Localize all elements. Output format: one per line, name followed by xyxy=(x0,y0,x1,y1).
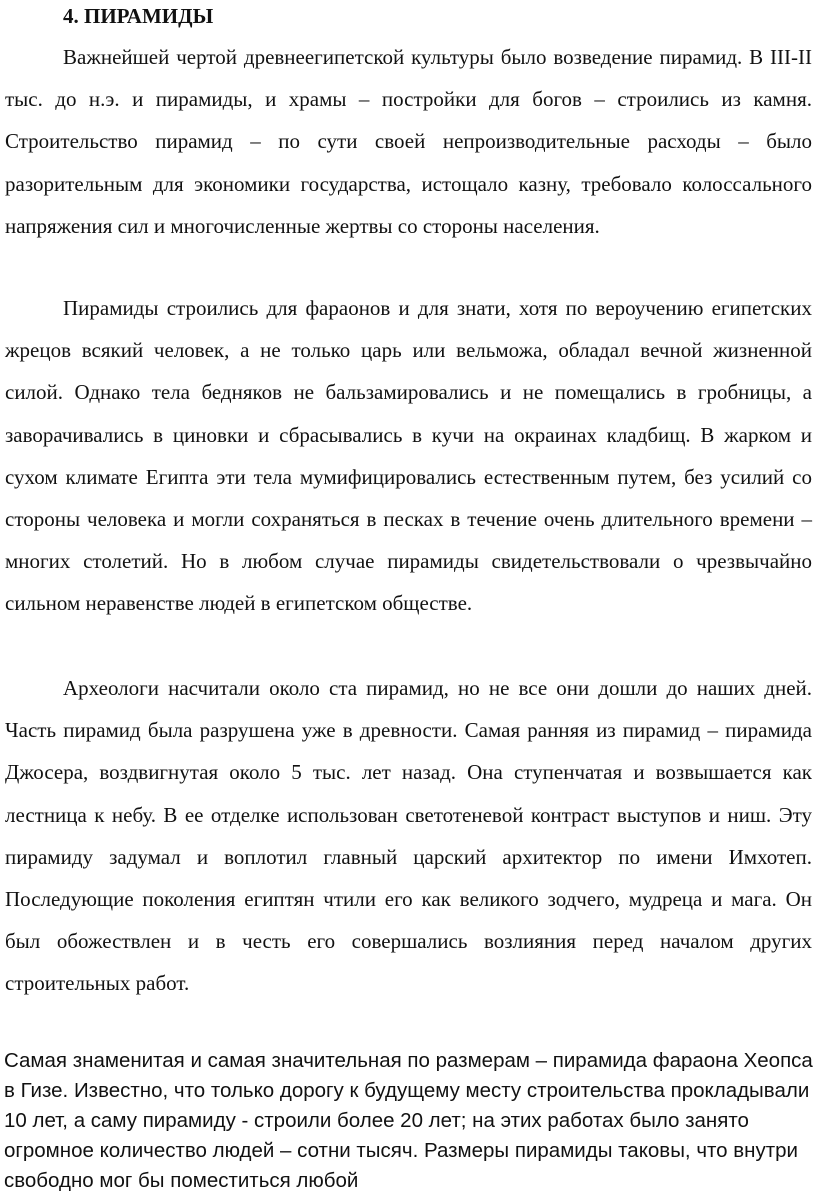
paragraph-2: Пирамиды строились для фараонов и для знати, хотя по вероучению египетских жрецов всякий человек, а не только царь или вельможа, обладал вечной жизненной силой. Однако тела бедняков не бальзамировались и не помещались в гробницы, а заворачивались в циновки и сбрасывались в кучи на окраинах кладбищ. В жарком и сухом климате Египта эти тела мумифицировались естественным путем, без усилий со стороны человека и могли сохраняться в песках в течение очень длительного времени – многих столетий. Но в любом случае пирамиды свидетельствовали о чрезвычайно сильном неравенстве людей в египетском обществе. xyxy=(5,296,812,616)
paragraph-1: Важнейшей чертой древнеегипетской культуры было возведение пирамид. В III-II тыс. до н.э. и пирамиды, и храмы – постройки для богов – строились из камня. Строительство пирамид – по сути своей непроизводительные расходы – было разорительным для экономики государства, истощало казну, требовало колоссального напряжения сил и многочисленные жертвы со стороны населения. xyxy=(5,45,812,238)
paragraph-3: Археологи насчитали около ста пирамид, но не все они дошли до наших дней. Часть пирамид была разрушена уже в древности. Самая ранняя из пирамид – пирамида Джосера, воздвигнутая около 5 тыс. лет назад. Она ступенчатая и возвышается как лестница к небу. В ее отделке использован светотеневой контраст выступов и ниш. Эту пирамиду задумал и воплотил главный царский архитектор по имени Имхотеп. Последующие поколения египтян чтили его как великого зодчего, мудреца и мага. Он был обожествлен и в честь его совершались возлияния перед началом других строительных работ. xyxy=(5,676,812,996)
paragraph-4: Самая знаменитая и самая значительная по размерам – пирамида фараона Хеопса в Гизе. Известно, что только дорогу к будущему месту строительства прокладывали 10 лет, а саму пирамиду - строили более 20 лет; на этих работах было занято огромное количество людей – сотни тысяч. Размеры пирамиды таковы, что внутри свободно мог бы поместиться любой xyxy=(4,1049,813,1192)
section-heading: 4. ПИРАМИДЫ xyxy=(63,4,214,28)
